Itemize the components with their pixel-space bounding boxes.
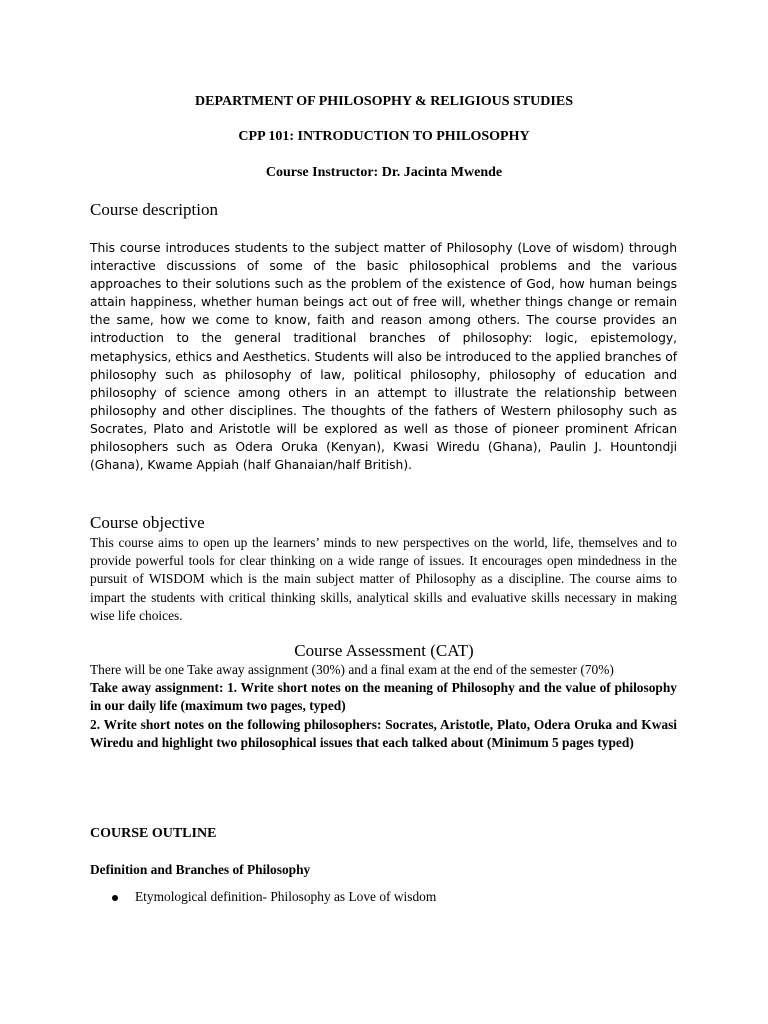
outline-title: COURSE OUTLINE [90, 826, 217, 841]
assessment-title: Course Assessment (CAT) [294, 641, 474, 660]
course-heading: CPP 101: INTRODUCTION TO PHILOSOPHY [238, 129, 530, 144]
assessment-intro: There will be one Take away assignment (30%) and a final exam at the end of the semester (70%) [90, 662, 614, 677]
description-title: Course description [90, 200, 218, 219]
assessment-body [90, 661, 677, 752]
description-body: This course introduces students to the subject matter of Philosophy (Love of wisdom) through interactive discussions of some of the basic philosophical problems and the various approaches to their solutions such as the problem of the existence of God, how human beings attain happiness, whether human beings act out of free will, whether things change or remain the same, how we come to know, faith and reason among others. The course provides an introduction to the general traditional branches of philosophy: logic, epistemology, metaphysics, ethics and Aesthetics. Students will also be introduced to the applied branches of philosophy such as philosophy of law, political philosophy, philosophy of education and philosophy of science among others in an attempt to illustrate the relationship between philosophy and other disciplines. The thoughts of the fathers of Western philosophy such as Socrates, Plato and Aristotle will be explored as well as those of pioneer prominent African philosophers such as Odera Oruka (Kenyan), Kwasi Wiredu (Ghana), Paulin J. Hountondji (Ghana), Kwame Appiah (half Ghanaian/half British). [90, 241, 677, 473]
instructor-line: Course Instructor: Dr. Jacinta Mwende [265, 165, 503, 180]
department-heading: DEPARTMENT OF PHILOSOPHY & RELIGIOUS STUDIES [195, 94, 573, 109]
assignment-task-2: 2. Write short notes on the following philosophers: Socrates, Aristotle, Plato, Odera Oruka and Kwasi Wiredu and highlight two philosophical issues that each talked about (Minimum 5 pages typed) [90, 716, 677, 750]
list-item [112, 889, 436, 905]
bullet-icon [112, 895, 118, 901]
objective-title: Course objective [90, 513, 205, 532]
list-item-text: Etymological definition- Philosophy as Love of wisdom [135, 889, 437, 904]
assignment-task-1: Take away assignment: 1. Write short notes on the meaning of Philosophy and the value of philosophy in our daily life (maximum two pages, typed) [90, 680, 677, 714]
outline-subtitle: Definition and Branches of Philosophy [90, 862, 311, 877]
objective-body: This course aims to open up the learners’ minds to new perspectives on the world, life, themselves and to provide powerful tools for clear thinking on a wide range of issues. It encourages open mindedness in the pursuit of WISDOM which is the main subject matter of Philosophy as a discipline. The course aims to impart the students with critical thinking skills, analytical skills and evaluative skills necessary in making wise life choices. [90, 535, 677, 623]
